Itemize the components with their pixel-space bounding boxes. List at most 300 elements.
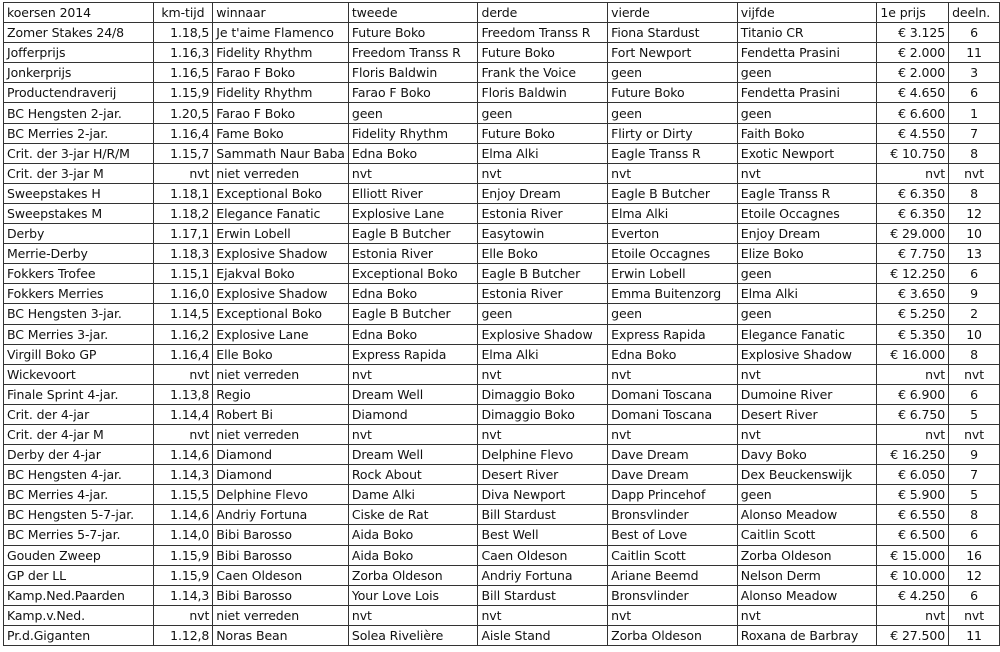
table-row — [4, 43, 1000, 63]
participants-cell: 1 — [949, 103, 1000, 123]
fourth-cell: Caitlin Scott — [608, 545, 738, 565]
winner-cell: Bibi Barosso — [213, 525, 349, 545]
prize-cell: € 15.000 — [877, 545, 949, 565]
fourth-cell: Domani Toscana — [608, 384, 738, 404]
fourth-cell: Best of Love — [608, 525, 738, 545]
fourth-cell: nvt — [608, 605, 738, 625]
prize-cell: € 12.250 — [877, 264, 949, 284]
race-cell: Derby — [4, 224, 154, 244]
fifth-cell: Davy Boko — [737, 445, 877, 465]
table-row — [4, 445, 1000, 465]
winner-cell: niet verreden — [213, 424, 349, 444]
race-cell: Sweepstakes H — [4, 183, 154, 203]
table-row — [4, 304, 1000, 324]
third-cell: nvt — [478, 605, 608, 625]
fourth-cell: Eagle B Butcher — [608, 183, 738, 203]
second-cell: Future Boko — [348, 23, 478, 43]
results-table — [3, 2, 1000, 646]
fourth-cell: nvt — [608, 163, 738, 183]
participants-cell: 8 — [949, 143, 1000, 163]
header-participants: deeln. — [949, 3, 1000, 23]
race-cell: Jonkerprijs — [4, 63, 154, 83]
winner-cell: Diamond — [213, 445, 349, 465]
fourth-cell: Eagle Transs R — [608, 143, 738, 163]
header-row — [4, 3, 1000, 23]
race-cell: GP der LL — [4, 565, 154, 585]
table-row — [4, 143, 1000, 163]
prize-cell: € 3.125 — [877, 23, 949, 43]
participants-cell: 11 — [949, 625, 1000, 645]
prize-cell: € 27.500 — [877, 625, 949, 645]
prize-cell: € 2.000 — [877, 63, 949, 83]
winner-cell: niet verreden — [213, 605, 349, 625]
race-cell: BC Hengsten 5-7-jar. — [4, 505, 154, 525]
second-cell: Edna Boko — [348, 324, 478, 344]
second-cell: Zorba Oldeson — [348, 565, 478, 585]
race-cell: Crit. der 3-jar H/R/M — [4, 143, 154, 163]
table-row — [4, 364, 1000, 384]
fourth-cell: Flirty or Dirty — [608, 123, 738, 143]
table-row — [4, 244, 1000, 264]
third-cell: Future Boko — [478, 43, 608, 63]
second-cell: Solea Rivelière — [348, 625, 478, 645]
winner-cell: Ejakval Boko — [213, 264, 349, 284]
table-row — [4, 83, 1000, 103]
fourth-cell: Fort Newport — [608, 43, 738, 63]
header-fifth: vijfde — [737, 3, 877, 23]
fifth-cell: Alonso Meadow — [737, 585, 877, 605]
fifth-cell: nvt — [737, 605, 877, 625]
table-row — [4, 565, 1000, 585]
race-cell: BC Merries 2-jar. — [4, 123, 154, 143]
participants-cell: 8 — [949, 344, 1000, 364]
second-cell: Express Rapida — [348, 344, 478, 364]
fourth-cell: Elma Alki — [608, 203, 738, 223]
km-time-cell: 1.16,4 — [153, 344, 213, 364]
fourth-cell: Bronsvlinder — [608, 505, 738, 525]
second-cell: Freedom Transs R — [348, 43, 478, 63]
prize-cell: € 6.500 — [877, 525, 949, 545]
second-cell: geen — [348, 103, 478, 123]
fifth-cell: Eagle Transs R — [737, 183, 877, 203]
third-cell: geen — [478, 304, 608, 324]
prize-cell: € 5.900 — [877, 485, 949, 505]
km-time-cell: nvt — [153, 424, 213, 444]
prize-cell: nvt — [877, 163, 949, 183]
fifth-cell: Zorba Oldeson — [737, 545, 877, 565]
prize-cell: € 16.000 — [877, 344, 949, 364]
fourth-cell: Domani Toscana — [608, 404, 738, 424]
prize-cell: nvt — [877, 605, 949, 625]
second-cell: Diamond — [348, 404, 478, 424]
race-cell: BC Merries 4-jar. — [4, 485, 154, 505]
table-row — [4, 203, 1000, 223]
km-time-cell: 1.18,1 — [153, 183, 213, 203]
table-row — [4, 23, 1000, 43]
fourth-cell: geen — [608, 103, 738, 123]
prize-cell: € 7.750 — [877, 244, 949, 264]
third-cell: Freedom Transs R — [478, 23, 608, 43]
participants-cell: 16 — [949, 545, 1000, 565]
fourth-cell: Zorba Oldeson — [608, 625, 738, 645]
participants-cell: 3 — [949, 63, 1000, 83]
race-cell: Fokkers Merries — [4, 284, 154, 304]
winner-cell: Regio — [213, 384, 349, 404]
third-cell: Bill Stardust — [478, 585, 608, 605]
fourth-cell: Dave Dream — [608, 445, 738, 465]
third-cell: nvt — [478, 424, 608, 444]
participants-cell: 10 — [949, 324, 1000, 344]
fourth-cell: Erwin Lobell — [608, 264, 738, 284]
table-row — [4, 404, 1000, 424]
participants-cell: 2 — [949, 304, 1000, 324]
race-cell: Fokkers Trofee — [4, 264, 154, 284]
participants-cell: 6 — [949, 585, 1000, 605]
table-header — [4, 3, 1000, 23]
header-race: koersen 2014 — [4, 3, 154, 23]
km-time-cell: 1.16,0 — [153, 284, 213, 304]
fifth-cell: Explosive Shadow — [737, 344, 877, 364]
winner-cell: Explosive Shadow — [213, 244, 349, 264]
table-row — [4, 183, 1000, 203]
third-cell: Eagle B Butcher — [478, 264, 608, 284]
winner-cell: niet verreden — [213, 163, 349, 183]
participants-cell: 7 — [949, 123, 1000, 143]
participants-cell: nvt — [949, 364, 1000, 384]
third-cell: Best Well — [478, 525, 608, 545]
second-cell: Dream Well — [348, 384, 478, 404]
km-time-cell: 1.15,9 — [153, 545, 213, 565]
race-cell: Productendraverij — [4, 83, 154, 103]
winner-cell: Elegance Fanatic — [213, 203, 349, 223]
header-km-time: km-tijd — [153, 3, 213, 23]
km-time-cell: 1.15,1 — [153, 264, 213, 284]
km-time-cell: 1.20,5 — [153, 103, 213, 123]
prize-cell: € 6.350 — [877, 203, 949, 223]
km-time-cell: 1.18,3 — [153, 244, 213, 264]
second-cell: Edna Boko — [348, 143, 478, 163]
table-row — [4, 103, 1000, 123]
fifth-cell: Elegance Fanatic — [737, 324, 877, 344]
third-cell: geen — [478, 103, 608, 123]
race-cell: BC Hengsten 4-jar. — [4, 465, 154, 485]
prize-cell: € 4.550 — [877, 123, 949, 143]
fourth-cell: Bronsvlinder — [608, 585, 738, 605]
race-cell: Crit. der 4-jar M — [4, 424, 154, 444]
winner-cell: Bibi Barosso — [213, 585, 349, 605]
fifth-cell: Elma Alki — [737, 284, 877, 304]
km-time-cell: nvt — [153, 163, 213, 183]
prize-cell: nvt — [877, 424, 949, 444]
fourth-cell: Dapp Princehof — [608, 485, 738, 505]
third-cell: Explosive Shadow — [478, 324, 608, 344]
table-body — [4, 23, 1000, 646]
third-cell: Elma Alki — [478, 143, 608, 163]
fifth-cell: Elize Boko — [737, 244, 877, 264]
second-cell: Ciske de Rat — [348, 505, 478, 525]
race-cell: BC Hengsten 2-jar. — [4, 103, 154, 123]
third-cell: Bill Stardust — [478, 505, 608, 525]
table-row — [4, 485, 1000, 505]
table-row — [4, 424, 1000, 444]
race-cell: Finale Sprint 4-jar. — [4, 384, 154, 404]
fifth-cell: Exotic Newport — [737, 143, 877, 163]
fifth-cell: geen — [737, 264, 877, 284]
race-cell: Kamp.v.Ned. — [4, 605, 154, 625]
participants-cell: 8 — [949, 505, 1000, 525]
table-row — [4, 465, 1000, 485]
second-cell: Edna Boko — [348, 284, 478, 304]
third-cell: Delphine Flevo — [478, 445, 608, 465]
fifth-cell: Fendetta Prasini — [737, 43, 877, 63]
participants-cell: 10 — [949, 224, 1000, 244]
km-time-cell: 1.16,3 — [153, 43, 213, 63]
third-cell: Dimaggio Boko — [478, 384, 608, 404]
second-cell: nvt — [348, 163, 478, 183]
fifth-cell: Desert River — [737, 404, 877, 424]
winner-cell: niet verreden — [213, 364, 349, 384]
prize-cell: € 6.550 — [877, 505, 949, 525]
winner-cell: Noras Bean — [213, 625, 349, 645]
km-time-cell: 1.16,5 — [153, 63, 213, 83]
winner-cell: Caen Oldeson — [213, 565, 349, 585]
header-first-prize: 1e prijs — [877, 3, 949, 23]
winner-cell: Delphine Flevo — [213, 485, 349, 505]
km-time-cell: 1.14,3 — [153, 465, 213, 485]
km-time-cell: 1.18,5 — [153, 23, 213, 43]
winner-cell: Exceptional Boko — [213, 183, 349, 203]
winner-cell: Elle Boko — [213, 344, 349, 364]
third-cell: Aisle Stand — [478, 625, 608, 645]
fourth-cell: Emma Buitenzorg — [608, 284, 738, 304]
fifth-cell: Faith Boko — [737, 123, 877, 143]
participants-cell: 6 — [949, 525, 1000, 545]
participants-cell: 7 — [949, 465, 1000, 485]
race-cell: Merrie-Derby — [4, 244, 154, 264]
fifth-cell: nvt — [737, 364, 877, 384]
fourth-cell: Everton — [608, 224, 738, 244]
table-row — [4, 264, 1000, 284]
winner-cell: Je t'aime Flamenco — [213, 23, 349, 43]
participants-cell: 11 — [949, 43, 1000, 63]
winner-cell: Explosive Lane — [213, 324, 349, 344]
fifth-cell: Dex Beuckenswijk — [737, 465, 877, 485]
second-cell: nvt — [348, 605, 478, 625]
winner-cell: Bibi Barosso — [213, 545, 349, 565]
race-cell: Sweepstakes M — [4, 203, 154, 223]
fourth-cell: nvt — [608, 364, 738, 384]
fourth-cell: Ariane Beemd — [608, 565, 738, 585]
third-cell: Estonia River — [478, 203, 608, 223]
fifth-cell: Caitlin Scott — [737, 525, 877, 545]
km-time-cell: 1.16,2 — [153, 324, 213, 344]
table-row — [4, 585, 1000, 605]
prize-cell: € 10.750 — [877, 143, 949, 163]
race-cell: BC Merries 3-jar. — [4, 324, 154, 344]
race-cell: Crit. der 3-jar M — [4, 163, 154, 183]
km-time-cell: 1.15,5 — [153, 485, 213, 505]
race-cell: BC Hengsten 3-jar. — [4, 304, 154, 324]
second-cell: nvt — [348, 424, 478, 444]
second-cell: Dame Alki — [348, 485, 478, 505]
prize-cell: € 10.000 — [877, 565, 949, 585]
second-cell: Aida Boko — [348, 525, 478, 545]
fourth-cell: Edna Boko — [608, 344, 738, 364]
second-cell: Elliott River — [348, 183, 478, 203]
third-cell: Floris Baldwin — [478, 83, 608, 103]
km-time-cell: 1.14,6 — [153, 445, 213, 465]
second-cell: Farao F Boko — [348, 83, 478, 103]
third-cell: Diva Newport — [478, 485, 608, 505]
fifth-cell: Fendetta Prasini — [737, 83, 877, 103]
fifth-cell: Alonso Meadow — [737, 505, 877, 525]
second-cell: nvt — [348, 364, 478, 384]
prize-cell: nvt — [877, 364, 949, 384]
participants-cell: 5 — [949, 404, 1000, 424]
km-time-cell: 1.16,4 — [153, 123, 213, 143]
prize-cell: € 4.650 — [877, 83, 949, 103]
winner-cell: Fidelity Rhythm — [213, 83, 349, 103]
table-row — [4, 163, 1000, 183]
race-cell: Wickevoort — [4, 364, 154, 384]
winner-cell: Robert Bi — [213, 404, 349, 424]
third-cell: nvt — [478, 163, 608, 183]
header-second: tweede — [348, 3, 478, 23]
third-cell: Future Boko — [478, 123, 608, 143]
fourth-cell: geen — [608, 63, 738, 83]
fourth-cell: Future Boko — [608, 83, 738, 103]
km-time-cell: 1.14,6 — [153, 505, 213, 525]
km-time-cell: 1.17,1 — [153, 224, 213, 244]
prize-cell: € 16.250 — [877, 445, 949, 465]
km-time-cell: 1.13,8 — [153, 384, 213, 404]
fourth-cell: geen — [608, 304, 738, 324]
second-cell: Eagle B Butcher — [348, 304, 478, 324]
km-time-cell: 1.14,4 — [153, 404, 213, 424]
race-cell: Kamp.Ned.Paarden — [4, 585, 154, 605]
fourth-cell: Express Rapida — [608, 324, 738, 344]
prize-cell: € 5.250 — [877, 304, 949, 324]
fifth-cell: geen — [737, 485, 877, 505]
km-time-cell: nvt — [153, 605, 213, 625]
fifth-cell: geen — [737, 63, 877, 83]
prize-cell: € 6.600 — [877, 103, 949, 123]
winner-cell: Farao F Boko — [213, 103, 349, 123]
second-cell: Exceptional Boko — [348, 264, 478, 284]
winner-cell: Explosive Shadow — [213, 284, 349, 304]
second-cell: Estonia River — [348, 244, 478, 264]
second-cell: Dream Well — [348, 445, 478, 465]
table-row — [4, 284, 1000, 304]
second-cell: Eagle B Butcher — [348, 224, 478, 244]
race-cell: Jofferprijs — [4, 43, 154, 63]
third-cell: Elma Alki — [478, 344, 608, 364]
fourth-cell: Dave Dream — [608, 465, 738, 485]
race-cell: BC Merries 5-7-jar. — [4, 525, 154, 545]
participants-cell: 12 — [949, 565, 1000, 585]
second-cell: Floris Baldwin — [348, 63, 478, 83]
fifth-cell: Dumoine River — [737, 384, 877, 404]
third-cell: Dimaggio Boko — [478, 404, 608, 424]
prize-cell: € 6.350 — [877, 183, 949, 203]
table-row — [4, 224, 1000, 244]
km-time-cell: 1.14,5 — [153, 304, 213, 324]
participants-cell: 9 — [949, 445, 1000, 465]
prize-cell: € 6.750 — [877, 404, 949, 424]
race-cell: Zomer Stakes 24/8 — [4, 23, 154, 43]
winner-cell: Fame Boko — [213, 123, 349, 143]
second-cell: Explosive Lane — [348, 203, 478, 223]
km-time-cell: 1.12,8 — [153, 625, 213, 645]
km-time-cell: 1.15,7 — [153, 143, 213, 163]
header-winner: winnaar — [213, 3, 349, 23]
fourth-cell: Fiona Stardust — [608, 23, 738, 43]
participants-cell: 9 — [949, 284, 1000, 304]
header-fourth: vierde — [608, 3, 738, 23]
fifth-cell: Nelson Derm — [737, 565, 877, 585]
prize-cell: € 3.650 — [877, 284, 949, 304]
race-cell: Pr.d.Giganten — [4, 625, 154, 645]
second-cell: Rock About — [348, 465, 478, 485]
km-time-cell: 1.15,9 — [153, 565, 213, 585]
prize-cell: € 6.900 — [877, 384, 949, 404]
winner-cell: Diamond — [213, 465, 349, 485]
third-cell: Enjoy Dream — [478, 183, 608, 203]
fourth-cell: nvt — [608, 424, 738, 444]
fifth-cell: nvt — [737, 163, 877, 183]
participants-cell: 6 — [949, 264, 1000, 284]
table-row — [4, 63, 1000, 83]
third-cell: Desert River — [478, 465, 608, 485]
third-cell: Elle Boko — [478, 244, 608, 264]
fifth-cell: Enjoy Dream — [737, 224, 877, 244]
km-time-cell: 1.15,9 — [153, 83, 213, 103]
prize-cell: € 29.000 — [877, 224, 949, 244]
fourth-cell: Etoile Occagnes — [608, 244, 738, 264]
participants-cell: 13 — [949, 244, 1000, 264]
second-cell: Fidelity Rhythm — [348, 123, 478, 143]
third-cell: nvt — [478, 364, 608, 384]
race-cell: Derby der 4-jar — [4, 445, 154, 465]
table-row — [4, 344, 1000, 364]
table-row — [4, 605, 1000, 625]
fifth-cell: Titanio CR — [737, 23, 877, 43]
table-row — [4, 324, 1000, 344]
fifth-cell: geen — [737, 304, 877, 324]
participants-cell: nvt — [949, 424, 1000, 444]
third-cell: Easytowin — [478, 224, 608, 244]
third-cell: Andriy Fortuna — [478, 565, 608, 585]
participants-cell: 12 — [949, 203, 1000, 223]
participants-cell: 6 — [949, 384, 1000, 404]
prize-cell: € 2.000 — [877, 43, 949, 63]
fifth-cell: Etoile Occagnes — [737, 203, 877, 223]
participants-cell: 5 — [949, 485, 1000, 505]
table-row — [4, 384, 1000, 404]
participants-cell: 8 — [949, 183, 1000, 203]
prize-cell: € 4.250 — [877, 585, 949, 605]
second-cell: Your Love Lois — [348, 585, 478, 605]
participants-cell: nvt — [949, 163, 1000, 183]
table-row — [4, 545, 1000, 565]
table-row — [4, 505, 1000, 525]
third-cell: Frank the Voice — [478, 63, 608, 83]
table-row — [4, 525, 1000, 545]
third-cell: Estonia River — [478, 284, 608, 304]
km-time-cell: 1.14,0 — [153, 525, 213, 545]
second-cell: Aida Boko — [348, 545, 478, 565]
fifth-cell: nvt — [737, 424, 877, 444]
